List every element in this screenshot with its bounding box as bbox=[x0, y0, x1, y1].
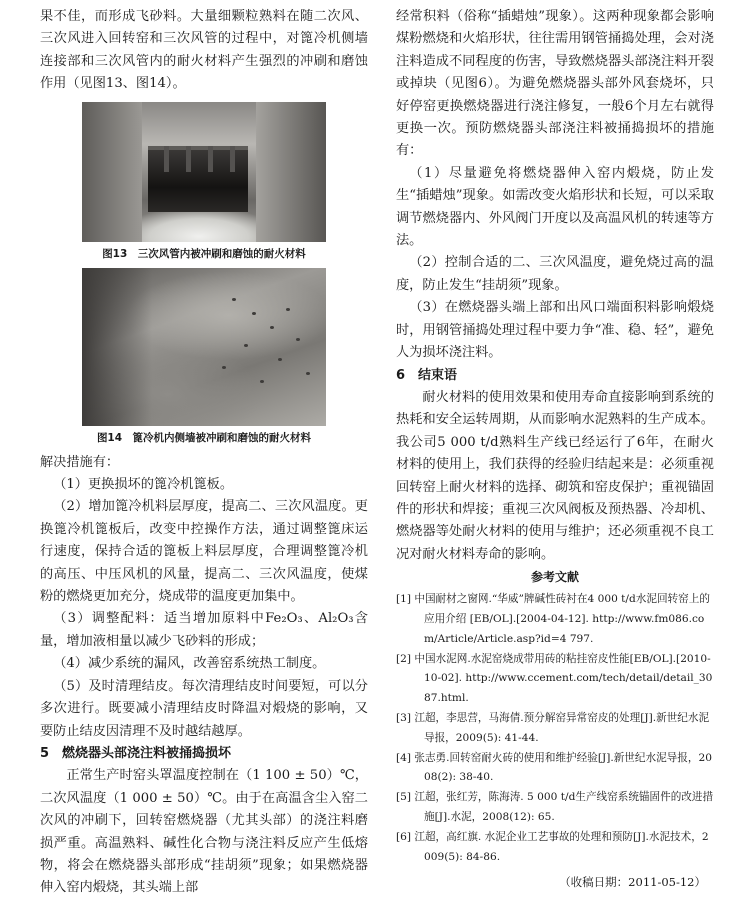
section-5-paragraph: 正常生产时窑头罩温度控制在（1 100 ± 50）℃，二次风温度（1 000 ± 50）℃。由于在高温含尘入窑二次风的冲刷下，回转窑燃烧器（尤其头部）的浇注料磨损严重。高温熟料、碱性化合物与浇注料反应产生低熔物，将会在燃烧器头部形成“挂胡须”现象；如果燃烧器伸入窑内煅烧，其头端上部 bbox=[40, 768, 368, 896]
received-date: （收稿日期：2011-05-12） bbox=[559, 875, 706, 890]
erosion-pit bbox=[296, 338, 300, 341]
reference-item: [4] 张志勇.回转窑耐火砖的使用和维护经验[J].新世纪水泥导报，2008(2): 38-40. bbox=[396, 751, 712, 784]
conclusion-paragraph: 耐火材料的使用效果和使用寿命直接影响到系统的热耗和安全运转周期，从而影响水泥熟料的生产成本。我公司5 000 t/d熟料生产线已经运行了6年，在耐火材料的使用上，我们获得的经验归结起来是：必须重视回转窑上耐火材料的选择、砌筑和窑皮保护；重视锚固件的形状和焊接；重视三次风阀板及预热器、冷却机、燃烧器等处耐火材料的使用与维护；还必须重视不良工况对耐火材料寿命的影响。 bbox=[396, 389, 714, 562]
right-column bbox=[396, 6, 714, 893]
section-6-heading: 6 结束语 bbox=[396, 367, 458, 383]
section-5-heading: 5 燃烧器头部浇注料被捅捣损坏 bbox=[40, 745, 232, 761]
figure-14-caption: 图14 篦冷机内侧墙被冲刷和磨蚀的耐火材料 bbox=[96, 431, 312, 444]
references-heading: 参考文献 bbox=[530, 570, 579, 585]
reference-item: [1] 中国耐材之窗网.“华威”牌碱性砖衬在4 000 t/d水泥回转窑上的应用介绍 [EB/OL].[2004-04-12]. http://www.fm086.com/Article/Article.asp?id=4 797. bbox=[396, 593, 710, 645]
reference-item: [2] 中国水泥网.水泥窑烧成带用砖的粘挂窑皮性能[EB/OL].[2010-10-02]. http://www.ccement.com/tech/detail/detail_3087.html. bbox=[396, 652, 713, 705]
rib bbox=[186, 146, 191, 172]
measure-1: （1）更换损坏的篦冷机篦板。 bbox=[53, 477, 234, 493]
erosion-pit bbox=[306, 372, 310, 375]
duct-wall-left bbox=[82, 102, 142, 242]
rib bbox=[230, 146, 235, 172]
measure-3: （3）调整配料：适当增加原料中Fe₂O₃、Al₂O₃含量，增加液相量以减少飞砂料的形成； bbox=[40, 611, 368, 649]
intro-paragraph: 果不佳，而形成飞砂料。大量细颗粒熟料在随二次风、三次风进入回转窑和三次风管的过程中，对篦冷机侧墙连接部和三次风管内的耐火材料产生强烈的冲刷和磨蚀作用（见图13、图14）。 bbox=[40, 9, 368, 92]
erosion-pit bbox=[232, 298, 236, 301]
measure-4: （4）减少系统的漏风，改善窑系统热工制度。 bbox=[53, 656, 326, 672]
erosion-pit bbox=[244, 344, 248, 347]
erosion-pit bbox=[222, 366, 226, 369]
rib bbox=[208, 146, 213, 172]
erosion-pit bbox=[252, 312, 256, 315]
erosion-pit bbox=[270, 326, 274, 329]
measures-title: 解决措施有： bbox=[40, 454, 120, 470]
erosion-pit bbox=[278, 358, 282, 361]
measure-2: （2）增加篦冷机料层厚度，提高二、三次风温度。更换篦冷机篦板后，改变中控操作方法，通过调整篦床运行速度，保持合适的篦板上料层厚度，合理调整篦冷机的高压、中压风机的风量，提高二、三次风温度，使煤粉的燃烧更加充分，烧成带的温度更加集中。 bbox=[40, 499, 368, 605]
figure-13-caption: 图13 三次风管内被冲刷和磨蚀的耐火材料 bbox=[102, 247, 306, 260]
figure-13-photo bbox=[82, 102, 326, 242]
continued-paragraph: 经常积料（俗称“插蜡烛”现象）。这两种现象都会影响煤粉燃烧和火焰形状，往往需用钢管捅捣处理，会对浇注料造成不同程度的伤害，导致燃烧器头部浇注料开裂或掉块（见图6）。为避免燃烧器头部外风套烧坏，只好停窑更换燃烧器进行浇注修复，一般6个月左右就得更换一次。预防燃烧器头部浇注料被捅捣损坏的措施有： bbox=[396, 9, 714, 159]
erosion-pit bbox=[260, 380, 264, 383]
duct-wall-right bbox=[256, 102, 326, 242]
erosion-pit bbox=[286, 308, 290, 311]
figure-14-photo bbox=[82, 268, 326, 426]
left-column bbox=[40, 6, 368, 900]
rib bbox=[164, 146, 169, 172]
reference-item: [5] 江超，张红芳，陈海涛. 5 000 t/d生产线窑系统锚固件的改进措施[J].水泥，2008(12): 65. bbox=[396, 791, 714, 823]
reference-item: [6] 江超，高红旗. 水泥企业工艺事故的处理和预防[J].水泥技术，2009(5): 84-86. bbox=[396, 830, 709, 863]
prevent-3: （3）在燃烧器头端上部和出风口端面积料影响煅烧时，用钢管捅捣处理过程中要力争“准、稳、轻”，避免人为损坏浇注料。 bbox=[396, 300, 714, 361]
prevent-1: （1）尽量避免将燃烧器伸入窑内煅烧，防止发生“插蜡烛”现象。如需改变火焰形状和长短，可以采取调节燃烧器内、外风阀门开度以及高温风机的转速等方法。 bbox=[396, 165, 714, 249]
prevent-2: （2）控制合适的二、三次风温度，避免烧过高的温度，防止发生“挂胡须”现象。 bbox=[396, 255, 714, 293]
wall-shade bbox=[82, 268, 152, 426]
measure-5: （5）及时清理结皮。每次清理结皮时间要短，可以分多次进行。既要减小清理结皮时降温对煅烧的影响，又要防止结皮因清理不及时越结越厚。 bbox=[40, 678, 368, 739]
reference-item: [3] 江超，李思营，马海倩.预分解窑异常窑皮的处理[J].新世纪水泥导报，2009(5): 41-44. bbox=[396, 711, 710, 744]
